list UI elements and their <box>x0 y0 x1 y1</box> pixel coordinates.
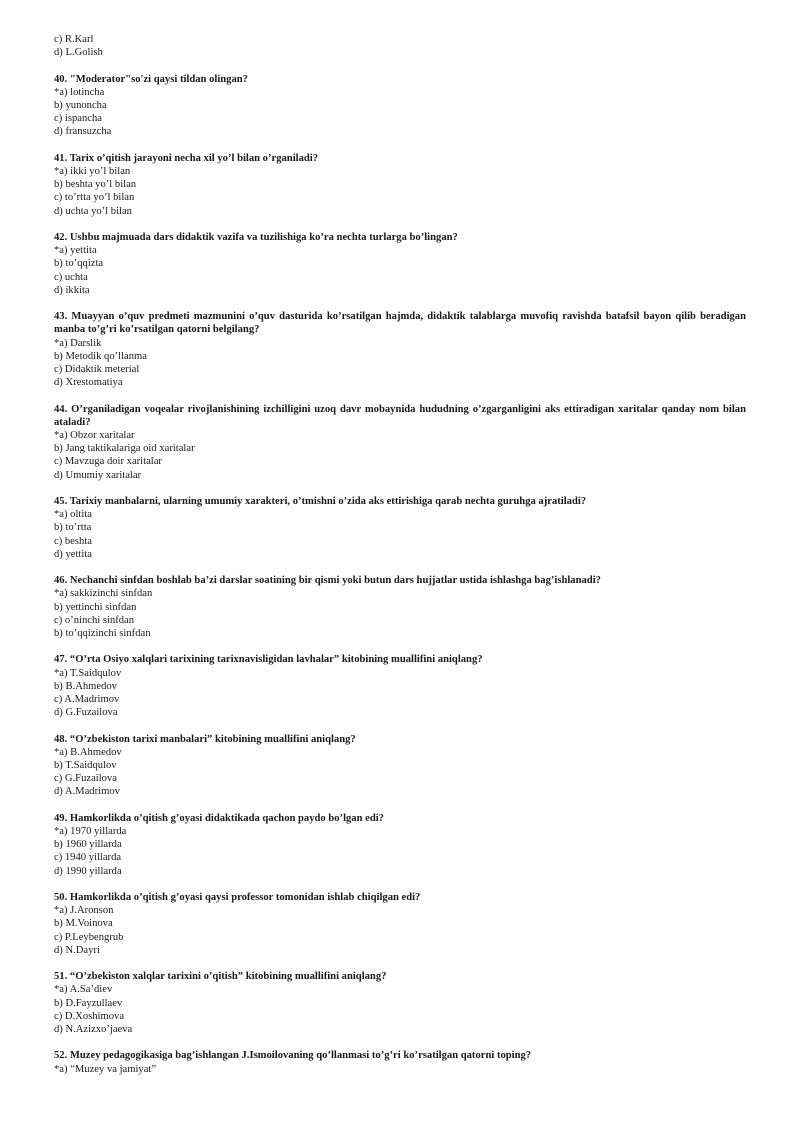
answer-option: d) A.Madrimov <box>54 786 120 798</box>
lead-option-d: d) L.Golish <box>54 47 103 59</box>
question-stem: Nechanchi sinfdan boshlab ba’zi darslar soatining bir qismi yoki butun dars hujjatlar ustida ishlashga bag’ishlanadi? <box>69 575 601 587</box>
answer-option: b) yunoncha <box>54 100 107 111</box>
question-text <box>54 1049 746 1062</box>
question-number: 40. <box>54 73 68 85</box>
spacer <box>54 561 746 574</box>
spacer <box>54 297 746 310</box>
question-list <box>54 59 746 1075</box>
answer-option: d) ikkita <box>54 284 90 296</box>
answer-option: d) uchta yo’l bilan <box>54 205 132 217</box>
answer-option: *a) B.Ahmedov <box>54 746 122 758</box>
answer-option: b) Metodik qo’llanma <box>54 350 147 362</box>
question-stem: Muzey pedagogikasiga bag’ishlangan J.Ismoilovaning qo’llanmasi to’g’ri ko’rsatilgan qatorni toping? <box>69 1050 532 1062</box>
question-stem: O’rganiladigan voqealar rivojlanishining izchilligini uzoq davr mobaynida hududning o’zgarganligini aks ettiradigan xaritalar qanday nom bilan ataladi? <box>54 403 746 428</box>
spacer <box>54 59 746 72</box>
question-number: 43. <box>54 311 68 323</box>
spacer <box>54 218 746 231</box>
question-block <box>54 653 746 719</box>
question-stem: “O’zbekiston xalqlar tarixini o’qitish” kitobining muallifini aniqlang? <box>69 971 387 983</box>
answer-option: *a) oltita <box>54 509 92 521</box>
question-stem: “O’zbekiston tarixi manbalari” kitobining muallifini aniqlang? <box>69 733 356 745</box>
answer-option: b) B.Ahmedov <box>54 680 117 692</box>
answer-option: c) beshta <box>54 535 92 547</box>
question-number: 41. <box>54 152 68 164</box>
question-number: 47. <box>54 654 68 666</box>
answer-option: b) T.Saidqulov <box>54 760 117 772</box>
answer-option: c) Mavzuga doir xaritalar <box>54 456 162 468</box>
question-block <box>54 574 746 640</box>
question-text <box>54 574 746 587</box>
answer-option: *a) J.Aronson <box>54 905 114 917</box>
answer-option: *a) sakkizinchi sinfdan <box>54 588 153 600</box>
answer-option: c) ispancha <box>54 113 102 125</box>
question-stem: Tarix o’qitish jarayoni necha xil yo’l bilan o’rganiladi? <box>69 152 319 164</box>
answer-option: c) D.Xoshimova <box>54 1010 125 1022</box>
question-text <box>54 733 746 746</box>
answer-option: d) G.Fuzailova <box>54 707 118 719</box>
answer-option: d) 1990 yillarda <box>54 865 122 877</box>
question-stem: Tarixiy manbalarni, ularning umumiy xarakteri, o’tmishni o’zida aks ettirishiga qarab nechta guruhga ajratiladi? <box>69 496 587 508</box>
answer-option: *a) lotincha <box>54 86 105 98</box>
question-block <box>54 403 746 482</box>
answer-option: d) Xrestomatiya <box>54 377 123 389</box>
question-number: 52. <box>54 1050 68 1062</box>
question-stem: Muayyan o’quv predmeti mazmunini o’quv dasturida ko’rsatilgan hajmda, didaktik talablarga muvofiq ravishda batafsil bayon qilib beradigan manba to’g’ri ko’rsatilgan qatorni belgilang? <box>54 311 746 336</box>
answer-option: c) o’ninchi sinfdan <box>54 614 135 626</box>
answer-option: d) Umumiy xaritalar <box>54 469 142 481</box>
question-text <box>54 152 746 165</box>
answer-option: c) uchta <box>54 271 88 283</box>
question-number: 51. <box>54 971 68 983</box>
spacer <box>54 878 746 891</box>
question-text <box>54 231 746 244</box>
answer-option: c) 1940 yillarda <box>54 852 122 864</box>
spacer <box>54 139 746 152</box>
question-text <box>54 403 746 429</box>
question-text <box>54 891 746 904</box>
answer-option: d) yettita <box>54 548 92 560</box>
lead-options <box>54 33 746 59</box>
answer-option: b) to’qqizta <box>54 258 104 270</box>
spacer <box>54 389 746 402</box>
answer-option: c) to’rtta yo’l bilan <box>54 192 135 204</box>
question-block <box>54 812 746 878</box>
question-block <box>54 1049 746 1075</box>
question-text <box>54 812 746 825</box>
question-block <box>54 152 746 218</box>
question-stem: Ushbu majmuada dars didaktik vazifa va tuzilishiga ko’ra nechta turlarga bo’lingan? <box>69 232 458 243</box>
answer-option: b) Jang taktikalariga oid xaritalar <box>54 443 195 455</box>
question-number: 46. <box>54 575 68 587</box>
question-number: 42. <box>54 232 68 243</box>
spacer <box>54 799 746 812</box>
question-block <box>54 891 746 957</box>
question-text <box>54 310 746 336</box>
answer-option: b) yettinchi sinfdan <box>54 601 137 613</box>
lead-option-c: c) R.Karl <box>54 34 94 45</box>
spacer <box>54 482 746 495</box>
answer-option: d) fransuzcha <box>54 126 112 138</box>
question-number: 44. <box>54 403 68 415</box>
question-number: 48. <box>54 733 68 745</box>
question-text <box>54 970 746 983</box>
answer-option: *a) yettita <box>54 245 97 257</box>
question-stem: Hamkorlikda o’qitish g’oyasi didaktikada qachon paydo bo’lgan edi? <box>69 812 384 824</box>
question-text <box>54 73 746 86</box>
answer-option: *a) Obzor xaritalar <box>54 430 135 442</box>
question-number: 50. <box>54 892 68 904</box>
answer-option: c) G.Fuzailova <box>54 773 117 785</box>
question-text <box>54 653 746 666</box>
question-block <box>54 733 746 799</box>
answer-option: b) beshta yo’l bilan <box>54 179 137 191</box>
answer-option: b) D.Fayzullaev <box>54 997 123 1009</box>
question-number: 45. <box>54 496 68 508</box>
document-page <box>54 33 746 1076</box>
answer-option: *a) A.Sa’diev <box>54 984 113 996</box>
question-block <box>54 310 746 389</box>
answer-option: *a) T.Saidqulov <box>54 667 122 679</box>
spacer <box>54 957 746 970</box>
answer-option: c) Didaktik meterial <box>54 364 140 376</box>
spacer <box>54 1036 746 1049</box>
answer-option: b) 1960 yillarda <box>54 839 122 851</box>
question-stem: "Moderator"so'zi qaysi tildan olingan? <box>69 73 248 85</box>
question-text <box>54 495 746 508</box>
answer-option: *a) “Muzey va jamiyat” <box>54 1063 157 1075</box>
answer-option: *a) 1970 yillarda <box>54 826 127 838</box>
question-number: 49. <box>54 812 68 824</box>
answer-option: *a) Darslik <box>54 337 102 349</box>
question-stem: Hamkorlikda o’qitish g’oyasi qaysi professor tomonidan ishlab chiqilgan edi? <box>69 892 421 904</box>
question-block <box>54 970 746 1036</box>
answer-option: c) A.Madrimov <box>54 694 120 706</box>
answer-option: c) P.Leybengrub <box>54 931 124 943</box>
answer-option: b) to’qqizinchi sinfdan <box>54 628 151 640</box>
answer-option: b) to’rtta <box>54 522 92 534</box>
question-stem: “O’rta Osiyo xalqlari tarixining tarixnavisligidan lavhalar” kitobining muallifini aniqlang? <box>69 654 483 666</box>
spacer <box>54 640 746 653</box>
answer-option: b) M.Voinova <box>54 918 113 930</box>
answer-option: *a) ikki yo’l bilan <box>54 166 131 177</box>
answer-option: d) N.Dayri <box>54 944 100 956</box>
question-block <box>54 73 746 139</box>
question-block <box>54 495 746 561</box>
answer-option: d) N.Azizxo’jaeva <box>54 1024 133 1036</box>
spacer <box>54 719 746 732</box>
question-block <box>54 231 746 297</box>
